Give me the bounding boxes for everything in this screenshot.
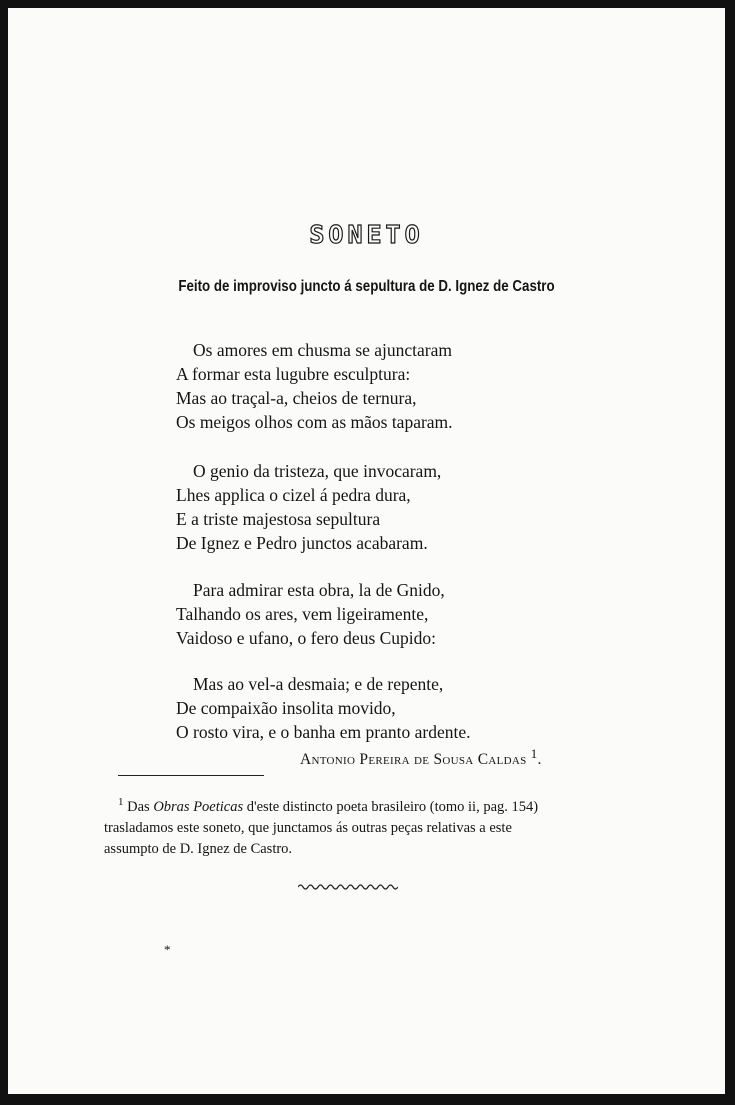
verse-line: Os meigos olhos com as mãos taparam. [176,412,453,432]
author-name: Antonio Pereira de Sousa Caldas [300,751,527,769]
footnote-divider [118,775,264,776]
verse-line: De Ignez e Pedro junctos acabaram. [176,533,428,553]
footnote-text: Das Obras Poeticas d'este distincto poeta brasileiro (tomo ii, pag. 154) [127,798,539,815]
verse-line: Lhes applica o cizel á pedra dura, [176,485,411,505]
verse-line: Os amores em chusma se ajunctaram [193,340,453,360]
verse-line: O rosto vira, e o banha em pranto ardente. [176,722,471,742]
author-attribution [300,746,542,769]
stanza-2 [176,459,441,555]
verse-line: Talhando os ares, vem ligeiramente, [176,604,429,624]
wavy-divider-icon [298,882,398,892]
book-title: Obras Poeticas [153,798,244,815]
footnote-line [104,792,594,818]
poem-title: SONETO [309,220,424,249]
stanza-1 [176,338,453,434]
stray-mark: * [164,942,171,957]
page [8,8,725,1094]
verse-line: E a triste majestosa sepultura [176,509,381,529]
verse-line: O genio da tristeza, que invocaram, [193,461,442,481]
footnote-line: assumpto de D. Ignez de Castro. [104,840,293,857]
footnote-line: trasladamos este soneto, que junctamos ás outras peças relativas a este [104,819,512,836]
stanza-4 [176,672,470,744]
footnote-reference: 1 [530,746,538,761]
verse-line: Mas ao vel-a desmaia; e de repente, [193,674,444,694]
verse-line: Para admirar esta obra, la de Gnido, [193,580,445,600]
stanza-3 [176,578,445,650]
verse-line: Mas ao traçal-a, cheios de ternura, [176,388,417,408]
verse-line: A formar esta lugubre esculptura: [176,364,411,384]
verse-line: De compaixão insolita movido, [176,698,396,718]
verse-line: Vaidoso e ufano, o fero deus Cupido: [176,628,437,648]
footnote [104,792,594,860]
footnote-marker: 1 [118,796,124,808]
author-suffix: . [537,751,542,769]
poem-subtitle: Feito de improviso juncto á sepultura de D. Ignez de Castro [178,278,555,295]
